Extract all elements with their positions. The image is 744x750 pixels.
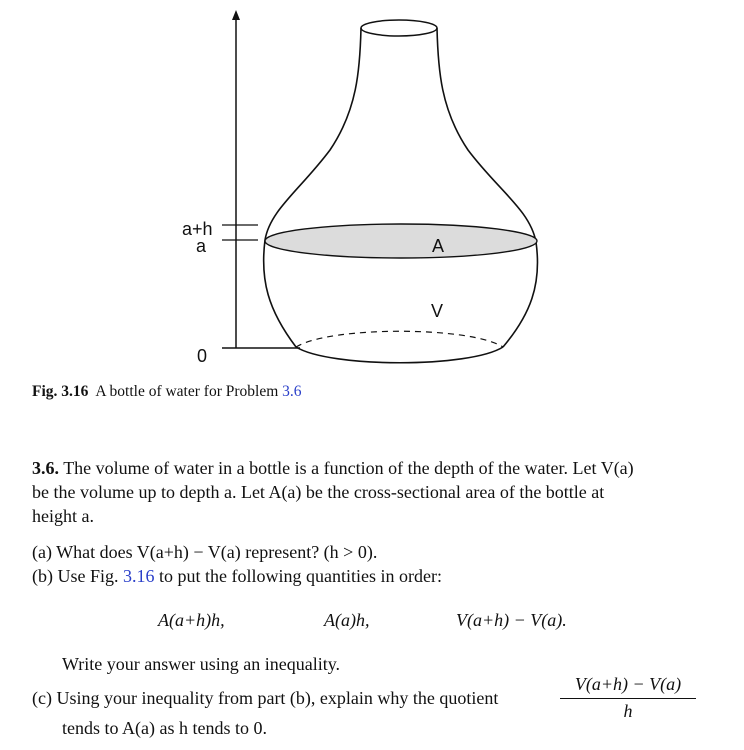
problem-line-3: height a. [32, 506, 94, 526]
bottle-outline [264, 28, 538, 347]
problem-line-1 [32, 456, 696, 480]
label-volume: V [431, 301, 444, 321]
part-b-suffix: to put the following quantities in order: [159, 566, 442, 586]
figure-caption [32, 383, 302, 401]
part-a: (a) What does V(a+h) − V(a) represent? (h > 0). [32, 542, 378, 562]
write-answer-instruction: Write your answer using an inequality. [62, 654, 341, 674]
bottle-base-front [296, 347, 503, 363]
part-b [32, 564, 442, 588]
problem-statement [32, 456, 696, 528]
bottle-mouth [361, 20, 437, 36]
part-b-figure-link[interactable]: 3.16 [123, 566, 155, 586]
caption-problem-link[interactable]: 3.6 [282, 383, 302, 400]
part-c: (c) Using your inequality from part (b), explain why the quotient [32, 688, 499, 708]
quantity-1: A(a+h)h, [158, 610, 225, 630]
bottle-base-back [296, 331, 503, 347]
quotient-fraction [560, 674, 696, 722]
part-c-end: tends to A(a) as h tends to 0. [62, 718, 267, 738]
caption-fig-number: Fig. 3.16 [32, 383, 89, 400]
quantity-3: V(a+h) − V(a). [456, 610, 567, 630]
label-a: a [196, 236, 207, 256]
caption-text: A bottle of water for Problem [95, 383, 279, 400]
quantity-2: A(a)h, [324, 610, 370, 630]
label-zero: 0 [197, 346, 208, 366]
axis-arrow [232, 10, 240, 20]
part-b-prefix: (b) Use Fig. [32, 566, 119, 586]
problem-line-2: be the volume up to depth a. Let A(a) be the cross-sectional area of the bottle at [32, 482, 605, 502]
label-area: A [432, 236, 445, 256]
quotient-denominator: h [623, 701, 633, 721]
quotient-numerator: V(a+h) − V(a) [560, 674, 696, 699]
cross-section-area [265, 224, 537, 258]
problem-line-1-text: The volume of water in a bottle is a function of the depth of the water. Let V(a) [63, 458, 634, 478]
problem-number: 3.6. [32, 458, 59, 478]
label-a-plus-h: a+h [182, 219, 213, 239]
